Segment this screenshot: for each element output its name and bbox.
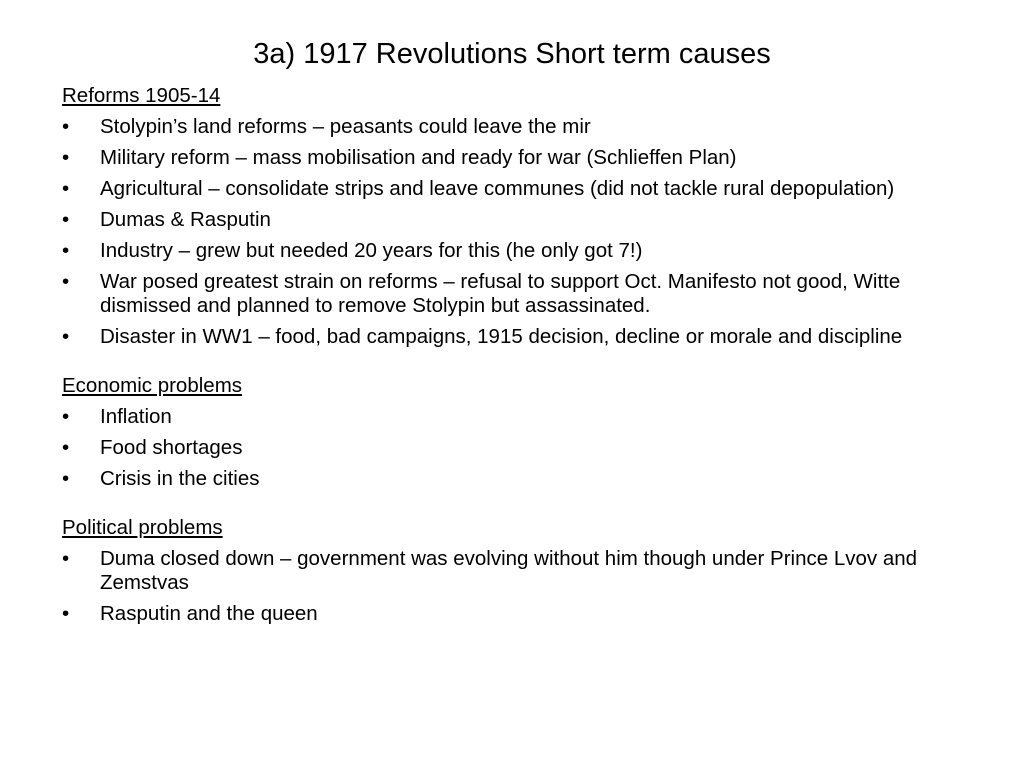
list-item	[62, 325, 982, 349]
bullet-list	[62, 405, 982, 491]
bullet-list	[62, 115, 982, 349]
bullet-icon: •	[62, 436, 70, 459]
bullet-icon: •	[62, 467, 70, 490]
section-economic	[62, 374, 982, 491]
list-item	[62, 177, 982, 201]
list-item	[62, 547, 982, 595]
bullet-icon: •	[62, 405, 70, 428]
list-item-text: Inflation	[100, 405, 172, 428]
list-item-text: Dumas & Rasputin	[100, 208, 271, 231]
list-item-text: Duma closed down – government was evolving without him though under Prince Lvov and Zemstvas	[100, 547, 918, 594]
section-political	[62, 516, 982, 626]
list-item	[62, 146, 982, 170]
bullet-icon: •	[62, 547, 70, 570]
bullet-icon: •	[62, 270, 70, 293]
list-item-text: Disaster in WW1 – food, bad campaigns, 1915 decision, decline or morale and discipline	[100, 325, 903, 348]
list-item	[62, 602, 982, 626]
list-item-text: War posed greatest strain on reforms – refusal to support Oct. Manifesto not good, Witte dismissed and planned to remove Stolypin but assassinated.	[100, 270, 901, 317]
section-heading: Economic problems	[62, 374, 243, 397]
bullet-icon: •	[62, 239, 70, 262]
list-item	[62, 208, 982, 232]
bullet-icon: •	[62, 115, 70, 138]
section-heading: Reforms 1905-14	[62, 84, 221, 107]
bullet-icon: •	[62, 177, 70, 200]
slide-body	[62, 84, 982, 626]
list-item-text: Agricultural – consolidate strips and leave communes (did not tackle rural depopulation)	[100, 177, 895, 200]
list-item-text: Food shortages	[100, 436, 243, 459]
list-item-text: Stolypin’s land reforms – peasants could leave the mir	[100, 115, 591, 138]
list-item-text: Industry – grew but needed 20 years for this (he only got 7!)	[100, 239, 643, 262]
list-item	[62, 467, 982, 491]
bullet-icon: •	[62, 208, 70, 231]
bullet-list	[62, 547, 982, 626]
list-item	[62, 115, 982, 139]
slide-title: 3a) 1917 Revolutions Short term causes	[253, 38, 771, 70]
list-item	[62, 270, 982, 318]
bullet-icon: •	[62, 146, 70, 169]
list-item-text: Military reform – mass mobilisation and ready for war (Schlieffen Plan)	[100, 146, 737, 169]
list-item-text: Crisis in the cities	[100, 467, 260, 490]
bullet-icon: •	[62, 602, 70, 625]
list-item	[62, 436, 982, 460]
section-heading: Political problems	[62, 516, 223, 539]
bullet-icon: •	[62, 325, 70, 348]
section-reforms	[62, 84, 982, 349]
list-item	[62, 405, 982, 429]
list-item	[62, 239, 982, 263]
list-item-text: Rasputin and the queen	[100, 602, 318, 625]
